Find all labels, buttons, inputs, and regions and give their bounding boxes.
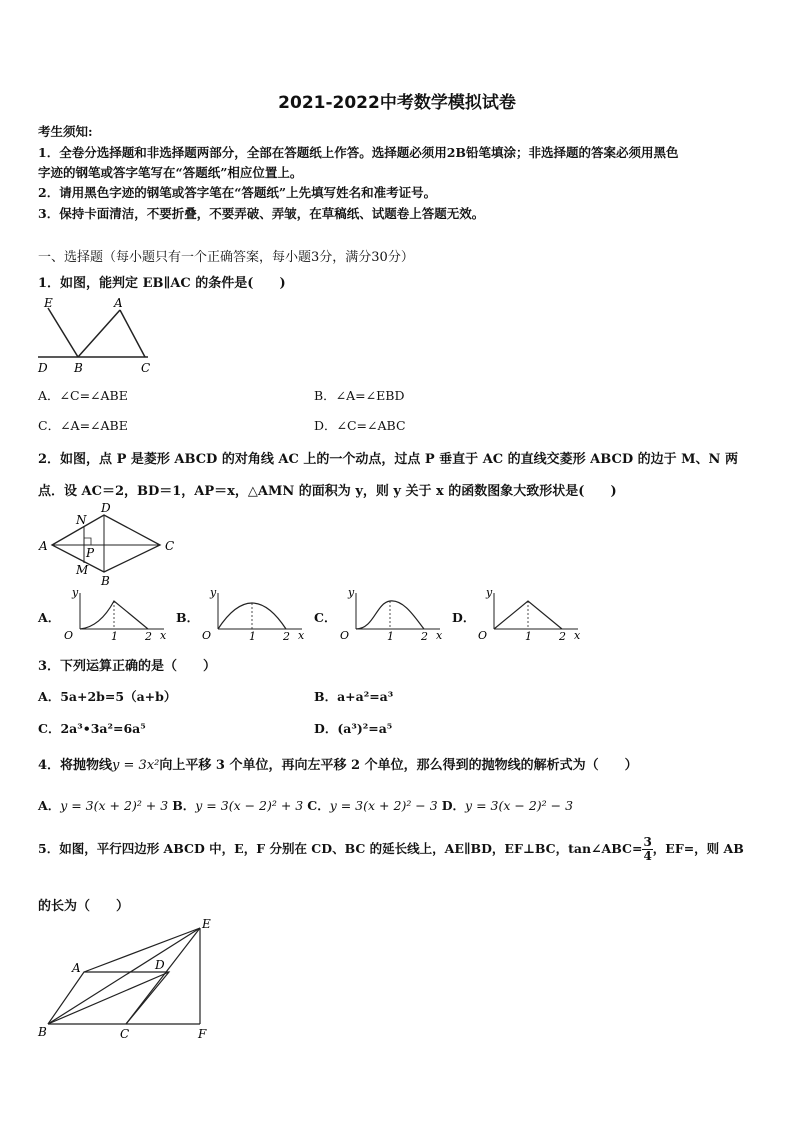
q4-option-b: y = 3(x − 2)² + 3 <box>195 798 304 813</box>
q1-line-ba <box>78 310 120 357</box>
q2-graph-c-y-label: y <box>348 586 355 599</box>
q4-stem-math: y = 3x² <box>112 758 160 773</box>
q2-graph-a-origin: O <box>64 629 74 642</box>
notice-line-2: 2．请用黑色字迹的钢笔或答字笔在“答题纸”上先填写姓名和准考证号。 <box>38 185 437 200</box>
q5-fraction-denominator: 4 <box>643 849 652 863</box>
q5-label-b: B <box>38 1025 47 1039</box>
q2-label-p: P <box>86 546 95 560</box>
q2-graph-a-y-label: y <box>72 586 79 599</box>
q2-graph-b-tick-1: 1 <box>249 630 256 643</box>
q2-stem-line-1: 2．如图，点 P 是菱形 ABCD 的对角线 AC 上的一个动点，过点 P 垂直于 AC 的直线交菱形 ABCD 的边于 M、N 两 <box>38 452 738 467</box>
q3-option-a: A．5a+2b=5（a+b） <box>38 689 177 704</box>
q4-option-a: y = 3(x + 2)² + 3 <box>60 798 169 813</box>
q1-label-a: A <box>114 296 123 310</box>
q2-graph-d-tick-2: 2 <box>559 630 566 643</box>
q2-graph-a <box>60 585 170 643</box>
q2-option-d-label: D． <box>452 610 476 625</box>
q2-graph-d-x-label: x <box>574 629 581 642</box>
notice-heading: 考生须知: <box>38 124 93 139</box>
q5-fraction <box>642 836 652 863</box>
notice-line-3: 3．保持卡面清洁，不要折叠，不要弄破、弄皱，在草稿纸、试题卷上答题无效。 <box>38 206 485 221</box>
q5-label-f: F <box>198 1027 207 1041</box>
q5-fraction-numerator: 3 <box>643 835 652 849</box>
q4-option-a-label: A． <box>38 798 61 813</box>
q2-graph-a-tick-1: 1 <box>111 630 118 643</box>
q5-stem-line-1 <box>38 836 744 863</box>
q1-label-e: E <box>44 296 53 310</box>
q3-option-c: C．2a³•3a²=6a⁵ <box>38 721 146 736</box>
q3-stem: 3．下列运算正确的是（ ） <box>38 659 217 674</box>
q5-line-be <box>48 928 200 1024</box>
q2-graph-b-tick-2: 2 <box>283 630 290 643</box>
q2-graph-a-tick-2: 2 <box>145 630 152 643</box>
q1-option-c: C．∠A=∠ABE <box>38 418 128 433</box>
q4-option-b-label: B． <box>172 798 196 813</box>
q5-stem-line-2: 的长为（ ） <box>38 899 130 914</box>
q5-stem-post: ，EF=，则 AB <box>652 841 744 856</box>
q4-option-c: y = 3(x + 2)² − 3 <box>329 798 438 813</box>
q3-option-b: B．a+a²=a³ <box>314 689 394 704</box>
q5-label-e: E <box>202 917 211 931</box>
q2-graph-b-origin: O <box>202 629 212 642</box>
q2-stem-line-2: 点．设 AC＝2，BD＝1，AP＝x，△AMN 的面积为 y，则 y 关于 x 的函数图象大致形状是( ) <box>38 484 617 499</box>
q2-graph-c-origin: O <box>340 629 350 642</box>
q4-option-d: y = 3(x − 2)² − 3 <box>465 798 574 813</box>
q2-graph-b-y-label: y <box>210 586 217 599</box>
q5-figure <box>32 914 222 1044</box>
q2-right-angle <box>84 538 91 545</box>
q1-line-eb <box>48 308 78 357</box>
q5-label-c: C <box>120 1027 130 1041</box>
q2-label-d: D <box>101 501 111 515</box>
page-title: 2021-2022中考数学模拟试卷 <box>278 93 516 113</box>
q1-option-d: D．∠C=∠ABC <box>314 418 406 433</box>
q1-label-c: C <box>141 361 151 375</box>
q2-option-c-label: C． <box>314 610 337 625</box>
q1-stem: 1．如图，能判定 EB∥AC 的条件是( ) <box>38 276 286 291</box>
q1-label-d: D <box>38 361 48 375</box>
q2-option-b-label: B． <box>176 610 200 625</box>
q2-graph-d-tick-1: 1 <box>525 630 532 643</box>
q2-label-c: C <box>165 539 175 553</box>
q2-graph-a-x-label: x <box>160 629 167 642</box>
section-heading: 一、选择题（每小题只有一个正确答案，每小题3分，满分30分） <box>38 250 414 265</box>
q2-graph-d-y-label: y <box>486 586 493 599</box>
q2-graph-c-tick-1: 1 <box>387 630 394 643</box>
notice-line-1b: 字迹的钢笔或答字笔写在“答题纸”相应位置上。 <box>38 165 303 180</box>
q2-label-n: N <box>76 513 87 527</box>
q2-graph-b <box>198 585 308 643</box>
q2-label-a: A <box>39 539 48 553</box>
q2-rhombus-figure <box>34 500 184 588</box>
q5-label-d: D <box>155 958 165 972</box>
q1-line-ac <box>120 310 145 357</box>
q1-option-a: A．∠C=∠ABE <box>38 388 128 403</box>
q4-options <box>38 796 573 814</box>
q1-option-b: B．∠A=∠EBD <box>314 388 405 403</box>
q5-label-a: A <box>72 961 81 975</box>
q2-graph-c <box>336 585 446 643</box>
q2-graph-d <box>474 585 584 643</box>
notice-line-1: 1．全卷分选择题和非选择题两部分，全部在答题纸上作答。选择题必须用2B铅笔填涂；非选择题的答案必须用黑色 <box>38 145 679 160</box>
q1-label-b: B <box>74 361 83 375</box>
q2-graph-c-tick-2: 2 <box>421 630 428 643</box>
q2-option-a-label: A． <box>38 610 61 625</box>
q1-figure <box>30 294 160 376</box>
q3-option-d: D．(a³)²=a⁵ <box>314 721 393 736</box>
q4-stem <box>38 754 638 773</box>
q2-graph-c-x-label: x <box>436 629 443 642</box>
q5-stem-pre: 5．如图，平行四边形 ABCD 中，E，F 分别在 CD、BC 的延长线上，AE∥BD，EF⊥BC，tan∠ABC= <box>38 841 643 856</box>
q2-rhombus <box>52 515 160 572</box>
q2-graph-d-origin: O <box>478 629 488 642</box>
q4-stem-post: 向上平移 3 个单位，再向左平移 2 个单位，那么得到的抛物线的解析式为（ ） <box>159 758 638 773</box>
q4-option-c-label: C． <box>307 798 330 813</box>
q4-stem-pre: 4．将抛物线 <box>38 758 113 773</box>
q2-graph-b-x-label: x <box>298 629 305 642</box>
q4-option-d-label: D． <box>441 798 466 813</box>
q2-label-m: M <box>76 563 89 577</box>
q2-label-b: B <box>101 574 110 588</box>
